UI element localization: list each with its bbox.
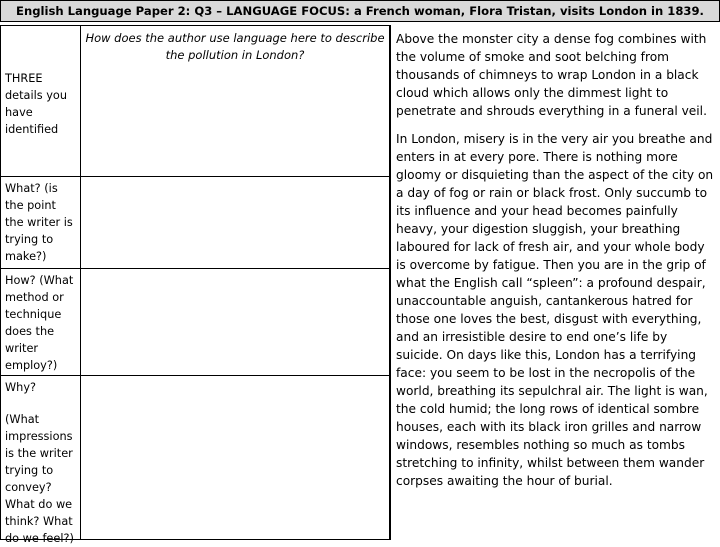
table-row-why: [1, 376, 389, 545]
row-label-details: THREE details you have identified: [1, 26, 81, 176]
extract-paragraph-1: Above the monster city a dense fog combines with the volume of smoke and soot belching from thousands of chimneys to wrap London in a black cloud which allows only the dimmest light to penetrate and shrouds everything in a funeral veil.: [396, 32, 707, 118]
table-row-details: [1, 26, 389, 177]
answer-cell-what[interactable]: [81, 177, 389, 268]
why-label: Why?: [5, 381, 37, 394]
worksheet-header: [0, 0, 720, 22]
table-row-what: [1, 177, 389, 269]
source-extract: [390, 25, 720, 540]
row-label-how: How? (What method or technique does the writer employ?): [1, 269, 81, 375]
row-label-why: [1, 376, 81, 545]
answer-cell-why[interactable]: [81, 376, 389, 539]
worksheet-title: English Language Paper 2: Q3 – LANGUAGE FOCUS: a French woman, Flora Tristan, visits London in 1839.: [16, 4, 704, 18]
analysis-table: [0, 25, 390, 545]
table-question: How does the author use language here to describe the pollution in London?: [85, 31, 385, 62]
why-sublabel: (What impressions is the writer trying to convey? What do we think? What do we feel?): [5, 413, 74, 545]
table-row-how: [1, 269, 389, 376]
answer-cell-details[interactable]: [81, 26, 389, 176]
row-label-what: What? (is the point the writer is trying to make?): [1, 177, 81, 268]
extract-paragraph-2: In London, misery is in the very air you breathe and enters in at every pore. There is nothing more gloomy or disquieting than the aspect of the city on a day of fog or rain or black frost. Only succumb to its influence and your head becomes painfully heavy, your digestion sluggish, your breathing laboured for lack of fresh air, and your whole body is overcome by fatigue. Then you are in the grip of what the English call “spleen”: a profound despair, unaccountable anguish, cantankerous hatred for those one loves the best, disgust with everything, and an irresistible desire to end one’s life by suicide. On days like this, London has a terrifying face: you seem to be lost in the necropolis of the world, breathing its sepulchral air. The light is wan, the cold humid; the long rows of identical sombre houses, each with its black iron grilles and narrow windows, resembles nothing so much as tombs stretching to infinity, whilst between them wander corpses awaiting the hour of burial.: [396, 132, 714, 488]
answer-cell-how[interactable]: [81, 269, 389, 375]
